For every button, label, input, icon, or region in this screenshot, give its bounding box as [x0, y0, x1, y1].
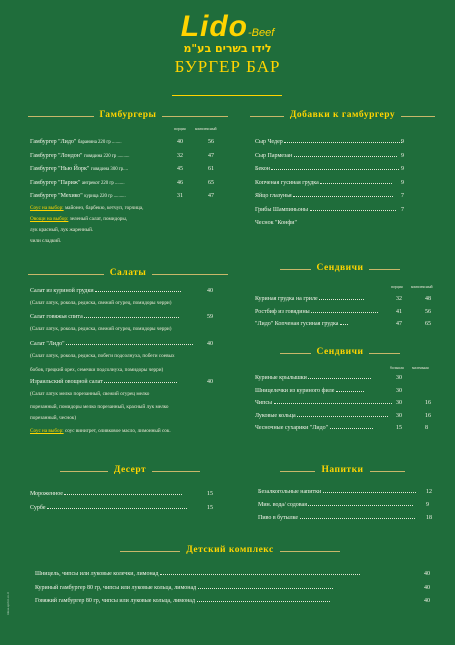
leader-dots — [310, 207, 396, 211]
section-sandwiches-2 — [280, 347, 400, 357]
item-name: Ростбиф из говядины — [255, 308, 310, 315]
item-name: Шницелечки из куриного филе — [255, 387, 335, 394]
section-title: Напитки — [315, 465, 369, 475]
item-price: 59 — [207, 314, 213, 320]
salad-isr-desc2: порезанный, помидоры мелко порезанный, красный лук мелко — [30, 404, 169, 410]
section-salads — [28, 268, 228, 278]
item-price: 15 — [396, 425, 402, 431]
menu-item — [255, 220, 297, 226]
menu-item — [30, 153, 129, 159]
leader-dots — [297, 413, 388, 417]
logo-suffix: -Beef — [248, 27, 275, 39]
item-price: 40 — [424, 571, 430, 577]
item-desc: баранина 220 гр ........ — [77, 140, 122, 145]
item-price: 47 — [396, 321, 402, 327]
leader-dots — [323, 489, 416, 493]
item-price: 9 — [401, 166, 404, 172]
menu-item — [255, 309, 378, 315]
item-price: 31 — [177, 193, 183, 199]
leader-dots — [308, 375, 371, 379]
leader-dots — [294, 153, 397, 157]
menu-item — [255, 139, 402, 145]
leader-dots — [336, 388, 364, 392]
salad-lido-desc2: бобов, грецкий орех, семечки подсолнуха, помидоры черри) — [30, 367, 164, 373]
item-desc: говядина 220 гр .......... — [83, 153, 130, 159]
leader-dots — [319, 296, 364, 300]
item-name: Чесночные сухарики "Лидо" — [255, 425, 329, 431]
hamburger-veg2: лук красный, лук жаренный. — [30, 227, 94, 233]
leader-dots — [197, 598, 330, 602]
leader-dots — [198, 585, 333, 589]
section-title: Детский комплекс — [180, 545, 280, 555]
menu-item — [30, 166, 128, 172]
sauce-label: Соус на выбор: — [30, 428, 64, 434]
menu-item — [30, 314, 179, 320]
item-price: 18 — [426, 515, 432, 521]
page-title: БУРГЕР БАР — [174, 57, 281, 76]
item-price: 30 — [396, 387, 402, 394]
item-price: 40 — [177, 139, 183, 145]
item-price-complex: 65 — [425, 321, 431, 327]
veg-label: Овощи на выбор: — [30, 216, 69, 222]
hamburger-chili: чили сладкий. — [30, 238, 62, 244]
item-price: 9 — [401, 139, 404, 145]
item-name: Салат из куриной грудки — [30, 288, 94, 294]
section-sandwiches-1 — [280, 263, 400, 273]
item-desc: антрекот 220 гр ........ — [81, 180, 125, 186]
item-price: 9 — [426, 502, 429, 508]
menu-item — [255, 413, 388, 419]
item-desc: (Салат латук, рокола, редиска, побеги подсолнуха, побеги соевых — [30, 353, 175, 359]
item-price: 30 — [396, 400, 402, 406]
col-label-complex: комплексный — [195, 127, 217, 131]
item-price: 30 — [396, 375, 402, 381]
item-name: Говяжий гамбургер 80 гр, чипсы или луковые кольца, лимонад — [35, 598, 196, 604]
leader-dots — [64, 491, 182, 495]
item-price: 12 — [426, 489, 432, 495]
item-price: 40 — [207, 379, 213, 385]
item-name: Безалкогольные напитки — [258, 489, 322, 495]
hamburger-veg — [30, 214, 127, 225]
item-price: 15 — [207, 505, 213, 511]
menu-item — [255, 321, 348, 327]
item-price: 46 — [177, 179, 183, 186]
leader-dots — [320, 180, 392, 184]
item-price-complex: 65 — [208, 179, 214, 186]
menu-item — [258, 515, 415, 521]
veg-text: зеленый салат, помидоры, — [69, 216, 128, 222]
item-name: Бекон — [255, 166, 270, 172]
section-title: Салаты — [104, 268, 153, 278]
leader-dots — [340, 321, 348, 325]
item-desc: (Салат латук мелко порезанный, свежий огурец мелко — [30, 391, 150, 397]
item-price-complex: 8 — [425, 425, 428, 431]
item-name: Гамбургер "Мехико" — [30, 193, 83, 199]
item-name: Грибы Шампиньоны — [255, 206, 309, 213]
item-name: Куриные крылышки — [255, 375, 307, 381]
menu-item — [35, 598, 330, 604]
col-label-small: маленькая — [412, 366, 429, 370]
item-price: 15 — [207, 491, 213, 497]
leader-dots — [330, 425, 373, 429]
leader-dots — [66, 341, 193, 345]
section-title: Сендвичи — [311, 263, 370, 273]
header — [0, 10, 455, 77]
title-underline — [172, 95, 282, 96]
item-price: 40 — [207, 341, 213, 347]
menu-item — [30, 491, 182, 497]
menu-item — [35, 571, 360, 577]
menu-item — [255, 296, 364, 302]
leader-dots — [160, 571, 360, 575]
menu-item — [255, 375, 371, 381]
menu-item — [30, 341, 193, 347]
section-additions — [250, 110, 435, 120]
item-price: 7 — [401, 193, 404, 199]
item-name: Чеснок "Конфи" — [255, 220, 297, 226]
menu-item — [258, 502, 413, 508]
section-title: Десерт — [108, 465, 152, 475]
item-price-complex: 56 — [208, 139, 214, 145]
section-title: Сендвичи — [311, 347, 370, 357]
sauce-text: соус винигрет, оливковое масло, лимонный сок. — [64, 428, 171, 434]
col-label-complex: комплексный — [411, 285, 433, 289]
item-price: 32 — [177, 152, 183, 159]
section-drinks — [280, 465, 405, 475]
item-name: Сыр Чедер — [255, 139, 283, 145]
item-price: 32 — [396, 296, 402, 302]
item-price: 7 — [401, 206, 404, 213]
leader-dots — [284, 139, 402, 143]
menu-item — [30, 505, 187, 511]
item-price: 41 — [396, 308, 402, 315]
menu-item — [255, 425, 373, 431]
sauce-text: майонез, барбекю, кетчуп, горчица, — [64, 205, 144, 211]
item-desc: говядина 300 гр.... — [90, 167, 128, 172]
item-price: 40 — [424, 584, 430, 591]
col-label-large: большая — [390, 366, 404, 370]
item-price: 30 — [396, 412, 402, 419]
logo: Lido — [180, 10, 248, 43]
leader-dots — [311, 309, 378, 313]
salad-sauce — [30, 426, 171, 437]
item-price: 9 — [401, 152, 404, 159]
salad-isr-desc3: порезанный, чеснок) — [30, 415, 77, 421]
item-name: Копченая гусиная грудка — [255, 179, 319, 186]
side-text: ideas.sprint.co.il — [6, 591, 10, 615]
item-name: Пиво в бутылке — [258, 515, 299, 521]
section-title: Добавки к гамбургеру — [284, 110, 401, 120]
item-price-complex: 61 — [208, 166, 214, 172]
item-name: Луковые кольца — [255, 412, 296, 419]
item-name: Гамбургер "Лондон" — [30, 152, 83, 159]
item-price: 40 — [207, 288, 213, 294]
menu-item — [35, 585, 333, 591]
section-title: Гамбургеры — [94, 110, 163, 120]
item-name: "Лидо" Копченая гусиная грудка — [255, 321, 339, 327]
menu-item — [30, 180, 125, 186]
item-name: Гамбургер "Париж" — [30, 179, 81, 186]
item-desc: (Салат латук, рокола, редиска, свежий огурец, помидоры черри) — [30, 326, 172, 332]
item-price-complex: 47 — [208, 152, 214, 159]
menu-item — [255, 193, 393, 199]
item-price-complex: 48 — [425, 296, 431, 302]
menu-item — [30, 288, 181, 294]
section-kids — [120, 545, 340, 555]
item-name: Салат говяжья спита — [30, 314, 83, 320]
leader-dots — [300, 515, 415, 519]
hebrew-name: לידו בשרים בע"מ — [183, 42, 272, 55]
menu-item — [258, 489, 416, 495]
menu-item — [255, 166, 399, 172]
item-desc: курица 220 гр .......... — [84, 194, 126, 199]
item-name: Израильский овощной салат — [30, 379, 103, 385]
item-price: 9 — [401, 179, 404, 186]
menu-item — [255, 207, 396, 213]
item-name: Салат "Лидо" — [30, 341, 65, 347]
item-name: Сыр Пармезан — [255, 152, 293, 159]
section-dessert — [60, 465, 200, 475]
item-name: Чипсы — [255, 400, 273, 406]
item-name: Куриный гамбургер 80 гр, чипсы или луковые кольца, лимонад — [35, 584, 197, 591]
menu-item — [255, 388, 364, 394]
menu-item — [255, 180, 392, 186]
menu-item — [30, 139, 122, 145]
item-name: Сурбе — [30, 505, 46, 511]
leader-dots — [271, 166, 399, 170]
leader-dots — [293, 193, 393, 197]
item-name: Шницель, чипсы или луковые колечки, лимонад — [35, 571, 159, 577]
item-name: Гамбургер "Нью Йорк" — [30, 166, 90, 172]
item-price: 45 — [177, 166, 183, 172]
item-price-complex: 16 — [425, 412, 431, 419]
menu-item — [255, 400, 392, 406]
item-name: Куриная грудка на гриле — [255, 296, 318, 302]
item-name: Гамбургер "Лидо" — [30, 139, 77, 145]
item-desc: (Салат латук, рокола, редиска, свежий огурец, помидоры черри) — [30, 300, 172, 306]
item-price: 40 — [424, 598, 430, 604]
item-price-complex: 56 — [425, 308, 431, 315]
menu-item — [30, 193, 126, 199]
item-name: Яйцо глазунья — [255, 193, 292, 199]
menu-item — [255, 153, 397, 159]
leader-dots — [308, 502, 413, 506]
menu-item — [30, 379, 177, 385]
item-name: Мин. вода/ содовая — [258, 502, 307, 508]
leader-dots — [95, 288, 181, 292]
item-price-complex: 47 — [208, 193, 214, 199]
hamburger-sauce — [30, 203, 143, 214]
col-label-portion: порция — [391, 285, 403, 289]
sauce-label: Соус на выбор: — [30, 205, 64, 211]
leader-dots — [47, 505, 187, 509]
leader-dots — [84, 314, 179, 318]
leader-dots — [104, 379, 177, 383]
section-hamburgers — [28, 110, 228, 120]
item-price-complex: 16 — [425, 400, 431, 406]
leader-dots — [274, 400, 392, 404]
col-label-portion: порция — [174, 127, 186, 131]
item-name: Мороженное — [30, 491, 63, 497]
